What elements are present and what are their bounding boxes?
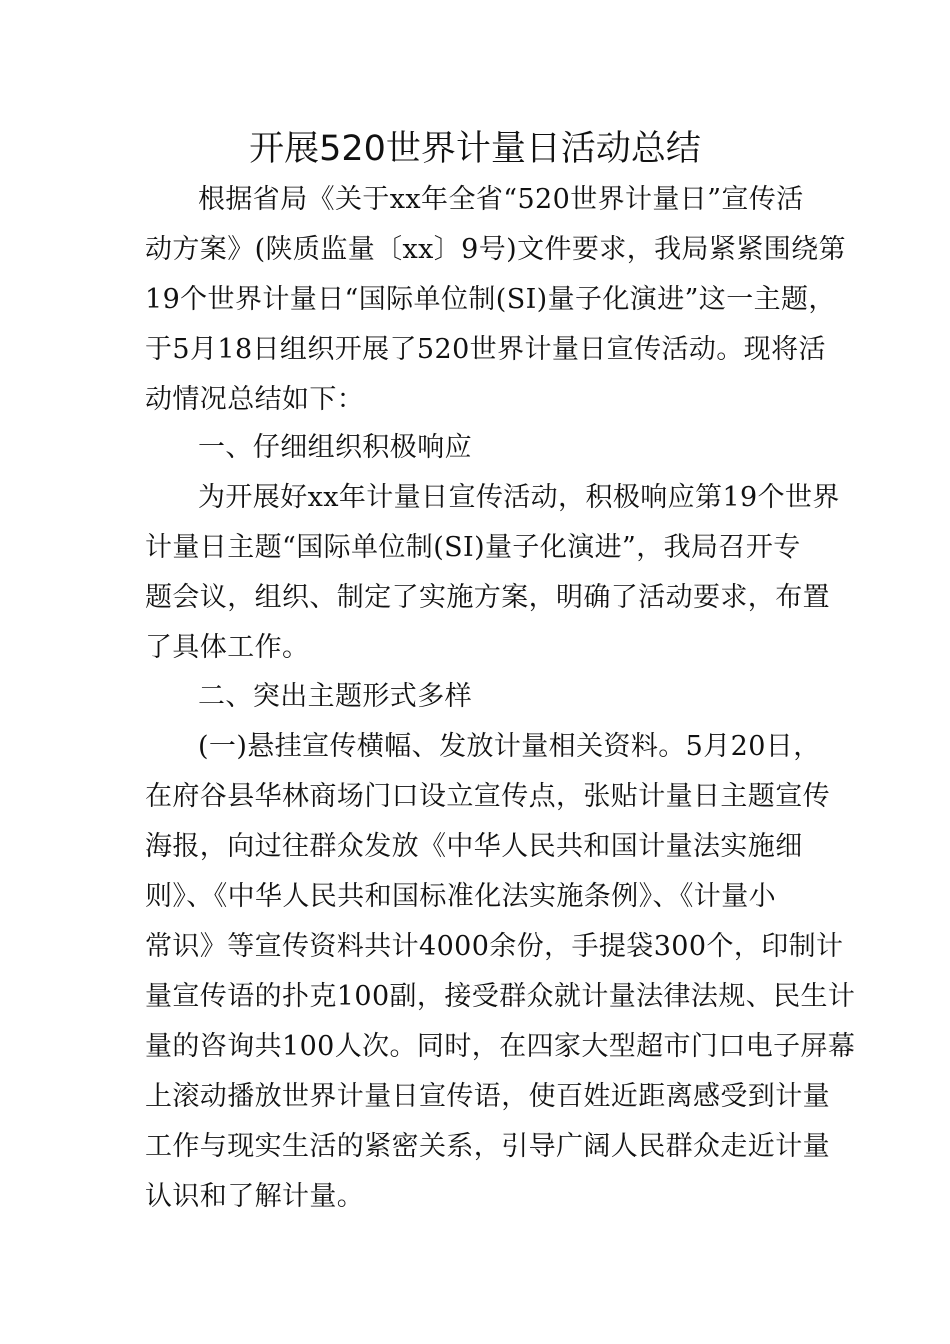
section-heading: 二、突出主题形式多样 — [198, 681, 472, 712]
paragraph-line: 了具体工作。 — [145, 632, 310, 663]
paragraph-line: 动方案》(陕质监量〔xx〕9号)文件要求，我局紧紧围绕第 — [145, 234, 846, 265]
paragraph-line: 动情况总结如下： — [145, 384, 365, 415]
paragraph-line: 量宣传语的扑克100副，接受群众就计量法律法规、民生计 — [145, 981, 856, 1012]
paragraph-line: 则》、《中华人民共和国标准化法实施条例》、《计量小 — [145, 881, 776, 912]
paragraph-line: 在府谷县华林商场门口设立宣传点，张贴计量日主题宣传 — [145, 781, 830, 812]
paragraph-line: 量的咨询共100人次。同时，在四家大型超市门口电子屏幕 — [145, 1031, 856, 1062]
paragraph-line: (一)悬挂宣传横幅、发放计量相关资料。5月20日， — [198, 731, 821, 762]
paragraph-line: 上滚动播放世界计量日宣传语，使百姓近距离感受到计量 — [145, 1081, 830, 1112]
paragraph-line: 题会议，组织、制定了实施方案，明确了活动要求，布置 — [145, 582, 830, 613]
paragraph-line: 根据省局《关于xx年全省“520世界计量日”宣传活 — [198, 184, 804, 215]
section-heading: 一、仔细组织积极响应 — [198, 432, 472, 463]
paragraph-line: 海报，向过往群众发放《中华人民共和国计量法实施细 — [145, 831, 803, 862]
document-title: 开展520世界计量日活动总结 — [249, 129, 701, 169]
paragraph-line: 计量日主题“国际单位制(SI)量子化演进”，我局召开专 — [145, 532, 801, 563]
paragraph-line: 认识和了解计量。 — [145, 1181, 365, 1212]
paragraph-line: 19个世界计量日“国际单位制(SI)量子化演进”这一主题， — [145, 284, 836, 315]
paragraph-line: 为开展好xx年计量日宣传活动，积极响应第19个世界 — [198, 482, 840, 513]
paragraph-line: 工作与现实生活的紧密关系，引导广阔人民群众走近计量 — [145, 1131, 830, 1162]
paragraph-line: 于5月18日组织开展了520世界计量日宣传活动。现将活 — [145, 334, 826, 365]
paragraph-line: 常识》等宣传资料共计4000余份，手提袋300个，印制计 — [145, 931, 844, 962]
